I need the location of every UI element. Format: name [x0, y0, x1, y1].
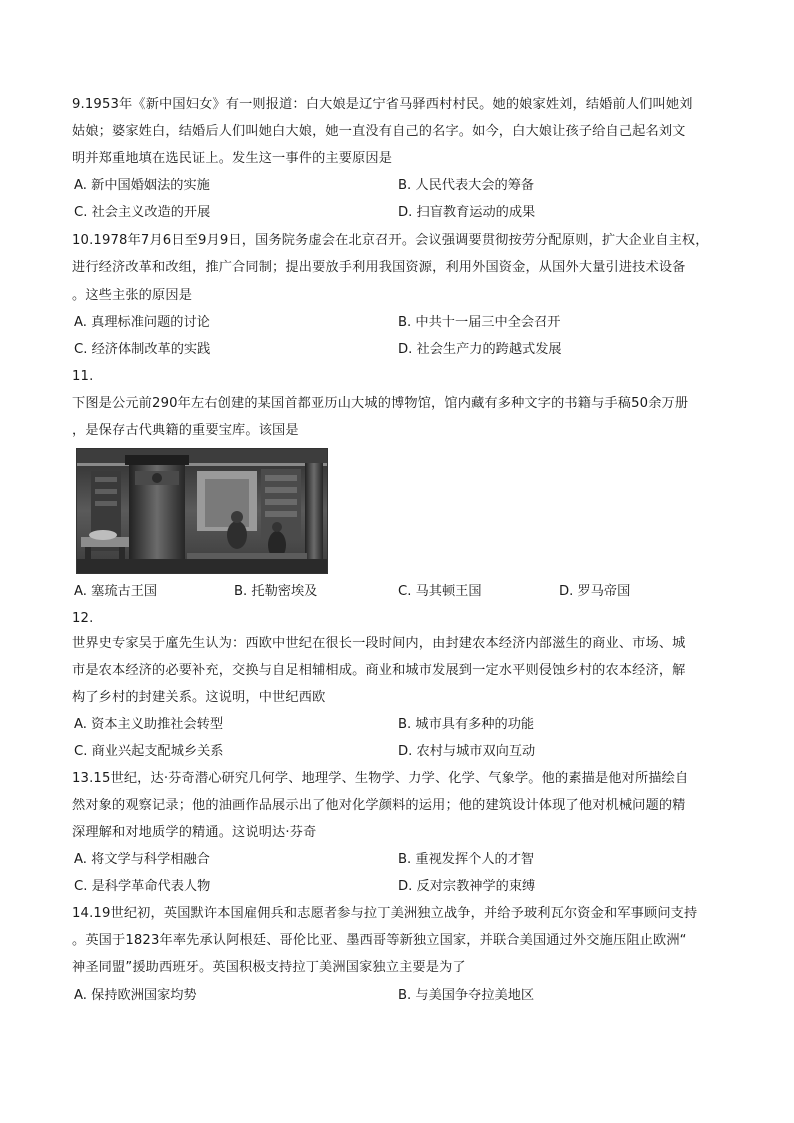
- q9-stem-line-1: 9.1953年《新中国妇女》有一则报道：白大娘是辽宁省马驿西村村民。她的娘家姓刘，结婚前人们叫她刘: [72, 97, 693, 112]
- q12-stem-line-3: 构了乡村的封建关系。这说明，中世纪西欧: [72, 690, 326, 705]
- q9-option-a[interactable]: A. 新中国婚姻法的实施: [74, 178, 210, 193]
- library-of-alexandria-image: [76, 448, 328, 574]
- q14-option-a[interactable]: A. 保持欧洲国家均势: [74, 988, 197, 1003]
- q10-stem-line-3: 。这些主张的原因是: [72, 288, 193, 303]
- q13-stem-line-2: 然对象的观察记录；他的油画作品展示出了他对化学颜料的运用；他的建筑设计体现了他对机械问题的精: [72, 798, 686, 813]
- q12-option-b[interactable]: B. 城市具有多种的功能: [398, 717, 535, 732]
- q12-option-a[interactable]: A. 资本主义助推社会转型: [74, 717, 224, 732]
- q13-stem-line-3: 深理解和对地质学的精通。这说明达·芬奇: [72, 825, 317, 840]
- q12-stem-line-2: 市是农本经济的必要补充，交换与自足相辅相成。商业和城市发展到一定水平则侵蚀乡村的农本经济，解: [72, 663, 686, 678]
- q13-option-a[interactable]: A. 将文学与科学相融合: [74, 852, 210, 867]
- q12-option-d[interactable]: D. 农村与城市双向互动: [398, 744, 536, 759]
- q11-option-c[interactable]: C. 马其顿王国: [398, 584, 482, 599]
- q12-number: 12.: [72, 611, 94, 626]
- q9-option-b[interactable]: B. 人民代表大会的筹备: [398, 178, 535, 193]
- q10-option-d[interactable]: D. 社会生产力的跨越式发展: [398, 342, 562, 357]
- q10-option-a[interactable]: A. 真理标准问题的讨论: [74, 315, 210, 330]
- q9-stem-line-2: 姑娘；婆家姓白，结婚后人们叫她白大娘，她一直没有自己的名字。如今，白大娘让孩子给自己起名刘文: [72, 124, 686, 139]
- q14-stem-line-2: 。英国于1823年率先承认阿根廷、哥伦比亚、墨西哥等新独立国家，并联合美国通过外交施压阻止欧洲“: [72, 933, 687, 948]
- q11-stem-line-2: ，是保存古代典籍的重要宝库。该国是: [72, 423, 299, 438]
- q14-stem-line-1: 14.19世纪初，英国默许本国雇佣兵和志愿者参与拉丁美洲独立战争，并给予玻利瓦尔资金和军事顾问支持: [72, 906, 698, 921]
- q12-option-c[interactable]: C. 商业兴起支配城乡关系: [74, 744, 224, 759]
- q11-number: 11.: [72, 369, 94, 384]
- q10-option-c[interactable]: C. 经济体制改革的实践: [74, 342, 211, 357]
- q13-option-c[interactable]: C. 是科学革命代表人物: [74, 879, 211, 894]
- q11-option-b[interactable]: B. 托勒密埃及: [234, 584, 318, 599]
- q13-option-d[interactable]: D. 反对宗教神学的束缚: [398, 879, 536, 894]
- q11-stem-line-1: 下图是公元前290年左右创建的某国首都亚历山大城的博物馆，馆内藏有多种文字的书籍与手稿50余万册: [72, 396, 689, 411]
- q13-option-b[interactable]: B. 重视发挥个人的才智: [398, 852, 535, 867]
- q11-option-d[interactable]: D. 罗马帝国: [559, 584, 631, 599]
- q12-stem-line-1: 世界史专家吴于廑先生认为：西欧中世纪在很长一段时间内，由封建农本经济内部滋生的商业、市场、城: [72, 636, 686, 651]
- q9-option-c[interactable]: C. 社会主义改造的开展: [74, 205, 211, 220]
- q11-option-a[interactable]: A. 塞琉古王国: [74, 584, 158, 599]
- q10-option-b[interactable]: B. 中共十一届三中全会召开: [398, 315, 561, 330]
- q9-option-d[interactable]: D. 扫盲教育运动的成果: [398, 205, 536, 220]
- q9-stem-line-3: 明并郑重地填在选民证上。发生这一事件的主要原因是: [72, 151, 393, 166]
- q10-stem-line-1: 10.1978年7月6日至9月9日，国务院务虚会在北京召开。会议强调要贯彻按劳分配原则，扩大企业自主权，: [72, 233, 709, 248]
- q14-option-b[interactable]: B. 与美国争夺拉美地区: [398, 988, 535, 1003]
- q13-stem-line-1: 13.15世纪，达·芬奇潜心研究几何学、地理学、生物学、力学、化学、气象学。他的素描是他对所描绘自: [72, 771, 689, 786]
- q14-stem-line-3: 神圣同盟”援助西班牙。英国积极支持拉丁美洲国家独立主要是为了: [72, 960, 466, 975]
- q10-stem-line-2: 进行经济改革和改组，推广合同制；提出要放手利用我国资源，利用外国资金，从国外大量引进技术设备: [72, 260, 686, 275]
